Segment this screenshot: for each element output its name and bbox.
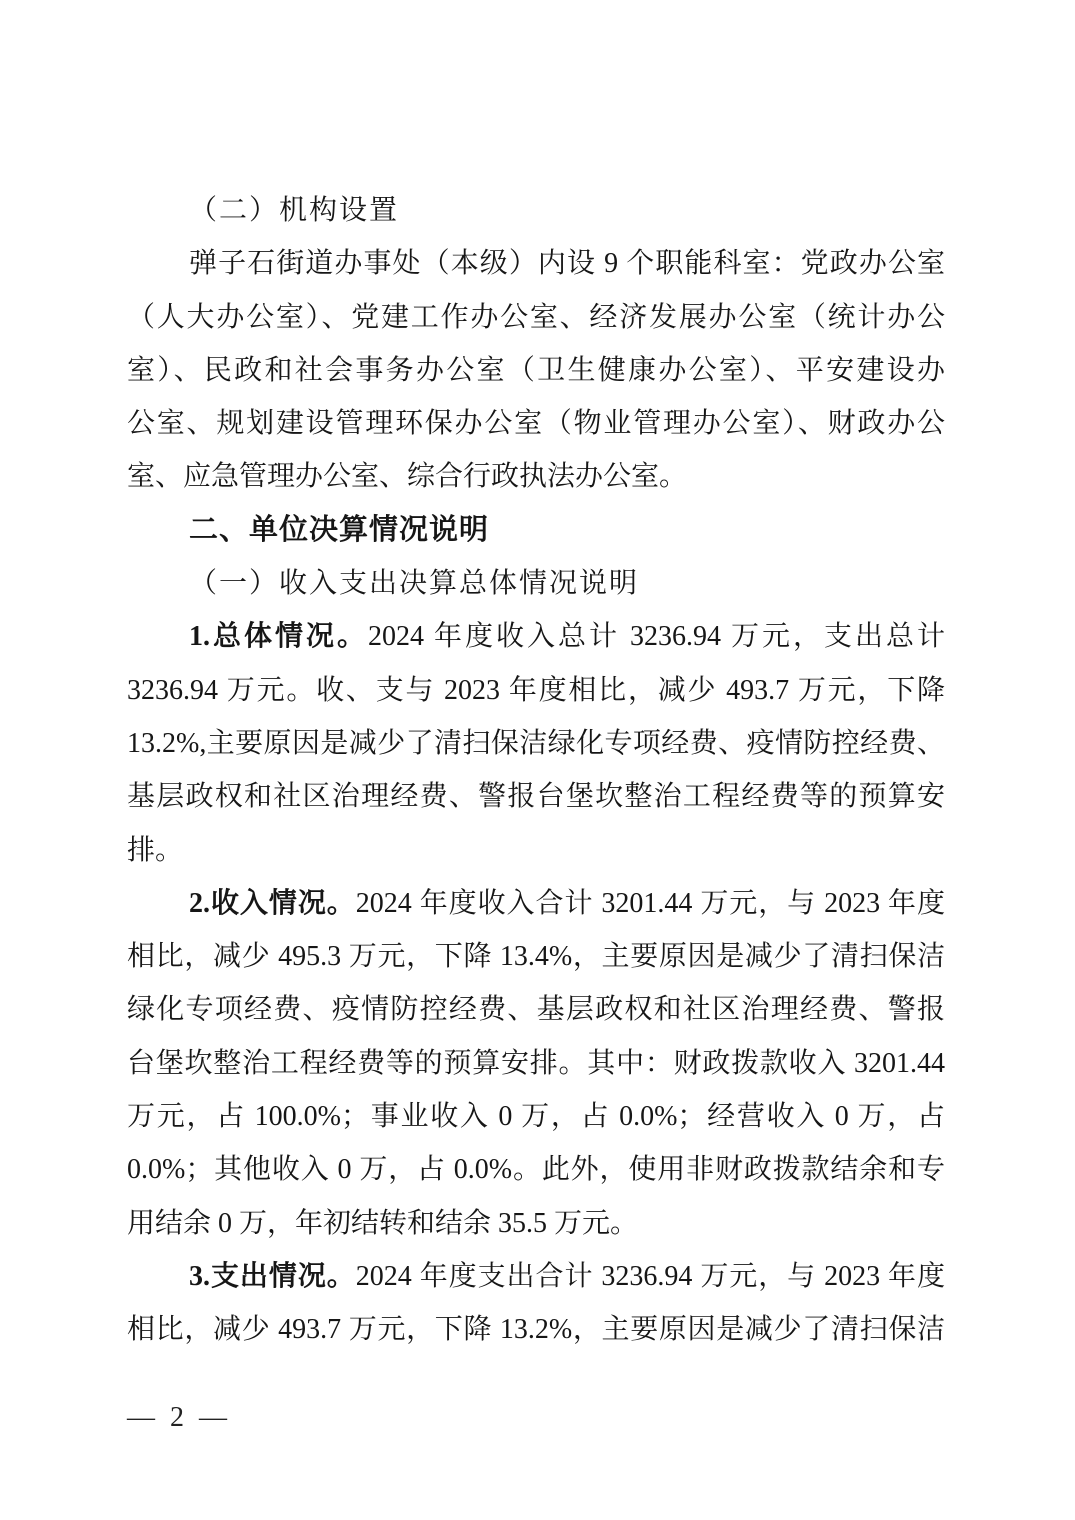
document-body — [127, 184, 945, 1357]
text-line: 公室、规划建设管理环保办公室（物业管理办公室）、财政办公 — [127, 408, 945, 440]
text-line: （人大办公室）、党建工作办公室、经济发展办公室（统计办公 — [127, 301, 945, 333]
text-line — [127, 877, 945, 930]
text-line — [127, 610, 945, 663]
text-line: 0.0%；其他收入 0 万，占 0.0%。此外，使用非财政拨款结余和专 — [127, 1154, 945, 1186]
text-line — [127, 1250, 945, 1303]
text-line: 3236.94 万元。收、支与 2023 年度相比，减少 493.7 万元，下降 — [127, 674, 945, 706]
text-line: 用结余 0 万，年初结转和结余 35.5 万元。 — [127, 1207, 639, 1239]
text-line: 相比，减少 495.3 万元，下降 13.4%，主要原因是减少了清扫保洁 — [127, 941, 945, 973]
text-line: 万元，占 100.0%；事业收入 0 万，占 0.0%；经营收入 0 万，占 — [127, 1101, 945, 1133]
paragraph-lead: 2.收入情况。 — [189, 887, 356, 919]
heading-section-2: 二、单位决算情况说明 — [189, 513, 490, 546]
page-number: — 2 — — [127, 1402, 231, 1433]
text-line: 室）、民政和社会事务办公室（卫生健康办公室）、平安建设办 — [127, 354, 945, 386]
paragraph-text: 2024 年度收入总计 3236.94 万元，支出总计 — [368, 621, 945, 653]
text-line: 排。 — [127, 834, 184, 866]
text-line: 绿化专项经费、疫情防控经费、基层政权和社区治理经费、警报 — [127, 994, 945, 1026]
text-line: 室、应急管理办公室、综合行政执法办公室。 — [127, 461, 688, 493]
text-line: 13.2%,主要原因是减少了清扫保洁绿化专项经费、疫情防控经费、 — [127, 727, 945, 759]
paragraph-lead: 3.支出情况。 — [189, 1260, 356, 1292]
text-line: 台堡坎整治工程经费等的预算安排。其中：财政拨款收入 3201.44 — [127, 1047, 945, 1079]
text-line: 基层政权和社区治理经费、警报台堡坎整治工程经费等的预算安 — [127, 781, 945, 813]
paragraph-text: 2024 年度支出合计 3236.94 万元，与 2023 年度 — [355, 1260, 945, 1292]
paragraph-text: 2024 年度收入合计 3201.44 万元，与 2023 年度 — [355, 887, 945, 919]
text-line: 相比，减少 493.7 万元，下降 13.2%，主要原因是减少了清扫保洁 — [127, 1314, 945, 1346]
heading-org-setup: （二）机构设置 — [189, 195, 400, 226]
paragraph-lead: 1.总体情况。 — [189, 621, 368, 653]
heading-subsection-1: （一）收入支出决算总体情况说明 — [189, 568, 640, 600]
text-line: 弹子石街道办事处（本级）内设 9 个职能科室：党政办公室 — [189, 248, 945, 280]
